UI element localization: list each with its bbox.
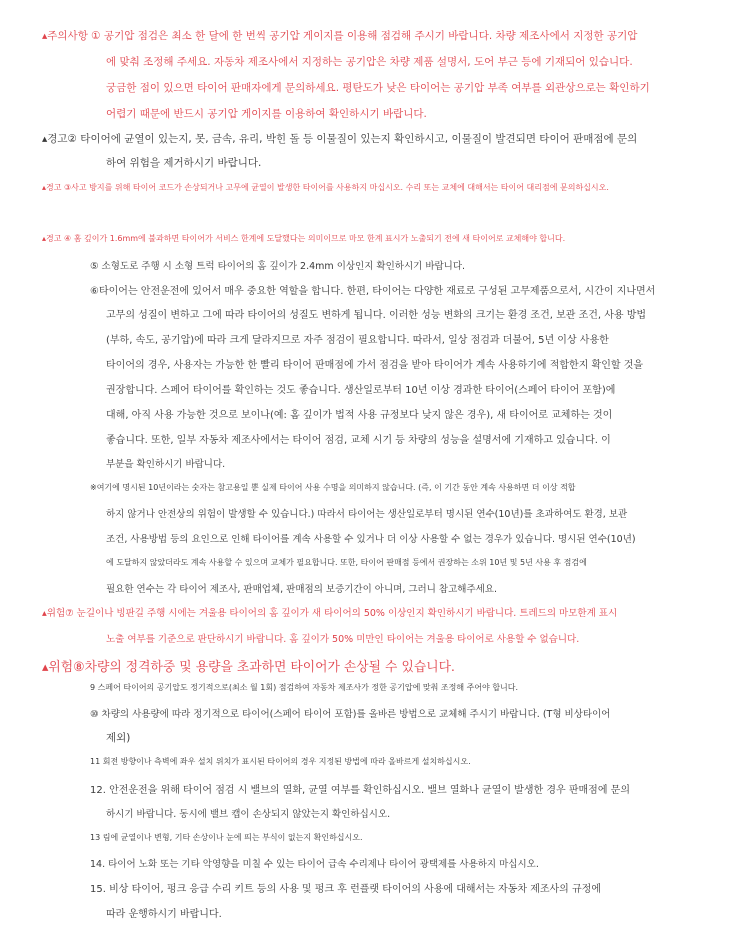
caution-1-line-1: ▴주의사항 ① 공기압 점검은 최소 한 달에 한 번씩 공기압 게이지를 이용해 점검해 주시기 바랍니다. 차량 제조사에서 지정한 공기압 [42, 30, 638, 42]
note-line-3: 조건, 사용방법 등의 요인으로 인해 타이어를 계속 사용할 수 있거나 더 이상 사용할 수 없는 경우가 있습니다. 명시된 연수(10년) [106, 534, 636, 545]
item-5-line: ⑤ 소형도로 주행 시 소형 트럭 타이어의 홈 깊이가 2.4mm 이상인지 확인하시기 바랍니다. [90, 261, 466, 272]
item-15-line-2: 따라 운행하시기 바랍니다. [106, 909, 222, 920]
warning-2-line-2: 하여 위험을 제거하시기 바랍니다. [106, 157, 262, 169]
item-10-line-2: 제외) [106, 732, 131, 744]
item-15-line-1: 15. 비상 타이어, 펑크 응급 수리 키트 등의 사용 및 펑크 후 런플랫 타이어의 사용에 대해서는 자동차 제조사의 규정에 [90, 884, 601, 895]
warning-3-line: ▴경고 ③사고 방지를 위해 타이어 코드가 손상되거나 고무에 균열이 발생한 타이어를 사용하지 마십시오. 수리 또는 교체에 대해서는 타이어 대리점에 문의하십시오. [42, 183, 609, 192]
item-6-line-1: ⑥타이어는 안전운전에 있어서 매우 중요한 역할을 합니다. 한편, 타이어는 다양한 재료로 구성된 고무제품으로서, 시간이 지나면서 [90, 286, 656, 297]
warning-4-line: ▴경고 ④ 홈 깊이가 1.6mm에 불과하면 타이어가 서비스 한계에 도달했다는 의미이므로 마모 한계 표시가 노출되기 전에 새 타이어로 교체해야 합니다. [42, 234, 566, 243]
note-line-2: 하지 않거나 안전상의 위험이 발생할 수 있습니다.) 따라서 타이어는 생산일로부터 명시된 연수(10년)를 초과하여도 환경, 보관 [106, 509, 628, 520]
item-6-line-7: 좋습니다. 또한, 일부 자동차 제조사에서는 타이어 점검, 교체 시기 등 차량의 성능을 설명서에 기재하고 있습니다. 이 [106, 435, 611, 446]
danger-7-line-2: 노출 여부를 기준으로 판단하시기 바랍니다. 홈 깊이가 50% 미만인 타이어는 겨울용 타이어로 사용할 수 없습니다. [106, 634, 580, 645]
note-line-5: 필요한 연수는 각 타이어 제조사, 판매업체, 판매점의 보증기간이 아니며, 그러니 참고해주세요. [106, 584, 498, 595]
item-12-line-2: 하시기 바랍니다. 동시에 밸브 캡이 손상되지 않았는지 확인하십시오. [106, 809, 391, 820]
item-14-line: 14. 타이어 노화 또는 기타 악영향을 미칠 수 있는 타이어 급속 수리제나 타이어 광택제를 사용하지 마십시오. [90, 859, 539, 870]
item-6-line-4: 타이어의 경우, 사용자는 가능한 한 빨리 타이어 판매점에 가서 점검을 받아 타이어가 계속 사용하기에 적합한지 확인할 것을 [106, 360, 644, 371]
caution-1-line-3: 궁금한 점이 있으면 타이어 판매자에게 문의하세요. 평탄도가 낮은 타이어는 공기압 부족 여부를 외관상으로는 확인하기 [106, 82, 650, 94]
item-6-line-3: (부하, 속도, 공기압)에 따라 크게 달라지므로 자주 점검이 필요합니다. 따라서, 일상 점검과 더불어, 5년 이상 사용한 [106, 335, 609, 346]
item-11-line: 11 회전 방향이나 측벽에 좌우 설치 위치가 표시된 타이어의 경우 지정된 방법에 따라 올바르게 설치하십시오. [90, 757, 471, 766]
warning-2-line-1: ▴경고② 타이어에 균열이 있는지, 못, 금속, 유리, 박힌 돌 등 이물질이 있는지 확인하시고, 이물질이 발견되면 타이어 판매점에 문의 [42, 133, 638, 145]
item-6-line-8: 부분을 확인하시기 바랍니다. [106, 459, 226, 470]
item-6-line-6: 대해, 아직 사용 가능한 것으로 보이나(예: 홈 깊이가 법적 사용 규정보다 낮지 않은 경우), 새 타이어로 교체하는 것이 [106, 410, 613, 421]
item-13-line: 13 림에 균열이나 변형, 기타 손상이나 눈에 띄는 부식이 없는지 확인하십시오. [90, 833, 363, 842]
danger-7-line-1: ▴위험⑦ 눈길이나 빙판길 주행 시에는 겨울용 타이어의 홈 깊이가 새 타이어의 50% 이상인지 확인하시기 바랍니다. 트레드의 마모한계 표시 [42, 608, 618, 619]
danger-8-line: ▴위험⑧차량의 정격하중 및 용량을 초과하면 타이어가 손상될 수 있습니다. [42, 660, 455, 675]
caution-1-line-4: 어렵기 때문에 반드시 공기압 게이지를 이용하여 확인하시기 바랍니다. [106, 108, 427, 120]
item-9-line: 9 스페어 타이어의 공기압도 정기적으로(최소 월 1회) 점검하여 자동차 제조사가 정한 공기압에 맞춰 조정해 주어야 합니다. [90, 683, 519, 692]
item-12-line-1: 12. 안전운전을 위해 타이어 점검 시 밸브의 열화, 균열 여부를 확인하십시오. 밸브 열화나 균열이 발생한 경우 판매점에 문의 [90, 785, 630, 796]
note-line-4: 에 도달하지 않았더라도 계속 사용할 수 있으며 교체가 필요합니다. 또한, 타이어 판매점 등에서 권장하는 소위 10년 및 5년 사용 후 점검에 [106, 558, 587, 567]
note-line-1: ※여기에 명시된 10년이라는 숫자는 참고용일 뿐 실제 타이어 사용 수명을 의미하지 않습니다. (즉, 이 기간 동안 계속 사용하면 더 이상 적합 [90, 483, 576, 492]
item-6-line-2: 고무의 성질이 변하고 그에 따라 타이어의 성질도 변하게 됩니다. 이러한 성능 변화의 크기는 환경 조건, 보관 조건, 사용 방법 [106, 310, 647, 321]
item-6-line-5: 권장합니다. 스페어 타이어를 확인하는 것도 좋습니다. 생산일로부터 10년 이상 경과한 타이어(스페어 타이어 포함)에 [106, 385, 616, 396]
caution-1-line-2: 에 맞춰 조정해 주세요. 자동차 제조사에서 지정하는 공기압은 차량 제품 설명서, 도어 부근 등에 기재되어 있습니다. [106, 56, 633, 68]
item-10-line-1: ⑩ 차량의 사용량에 따라 정기적으로 타이어(스페어 타이어 포함)를 올바른 방법으로 교체해 주시기 바랍니다. (T형 비상타이어 [90, 709, 611, 720]
